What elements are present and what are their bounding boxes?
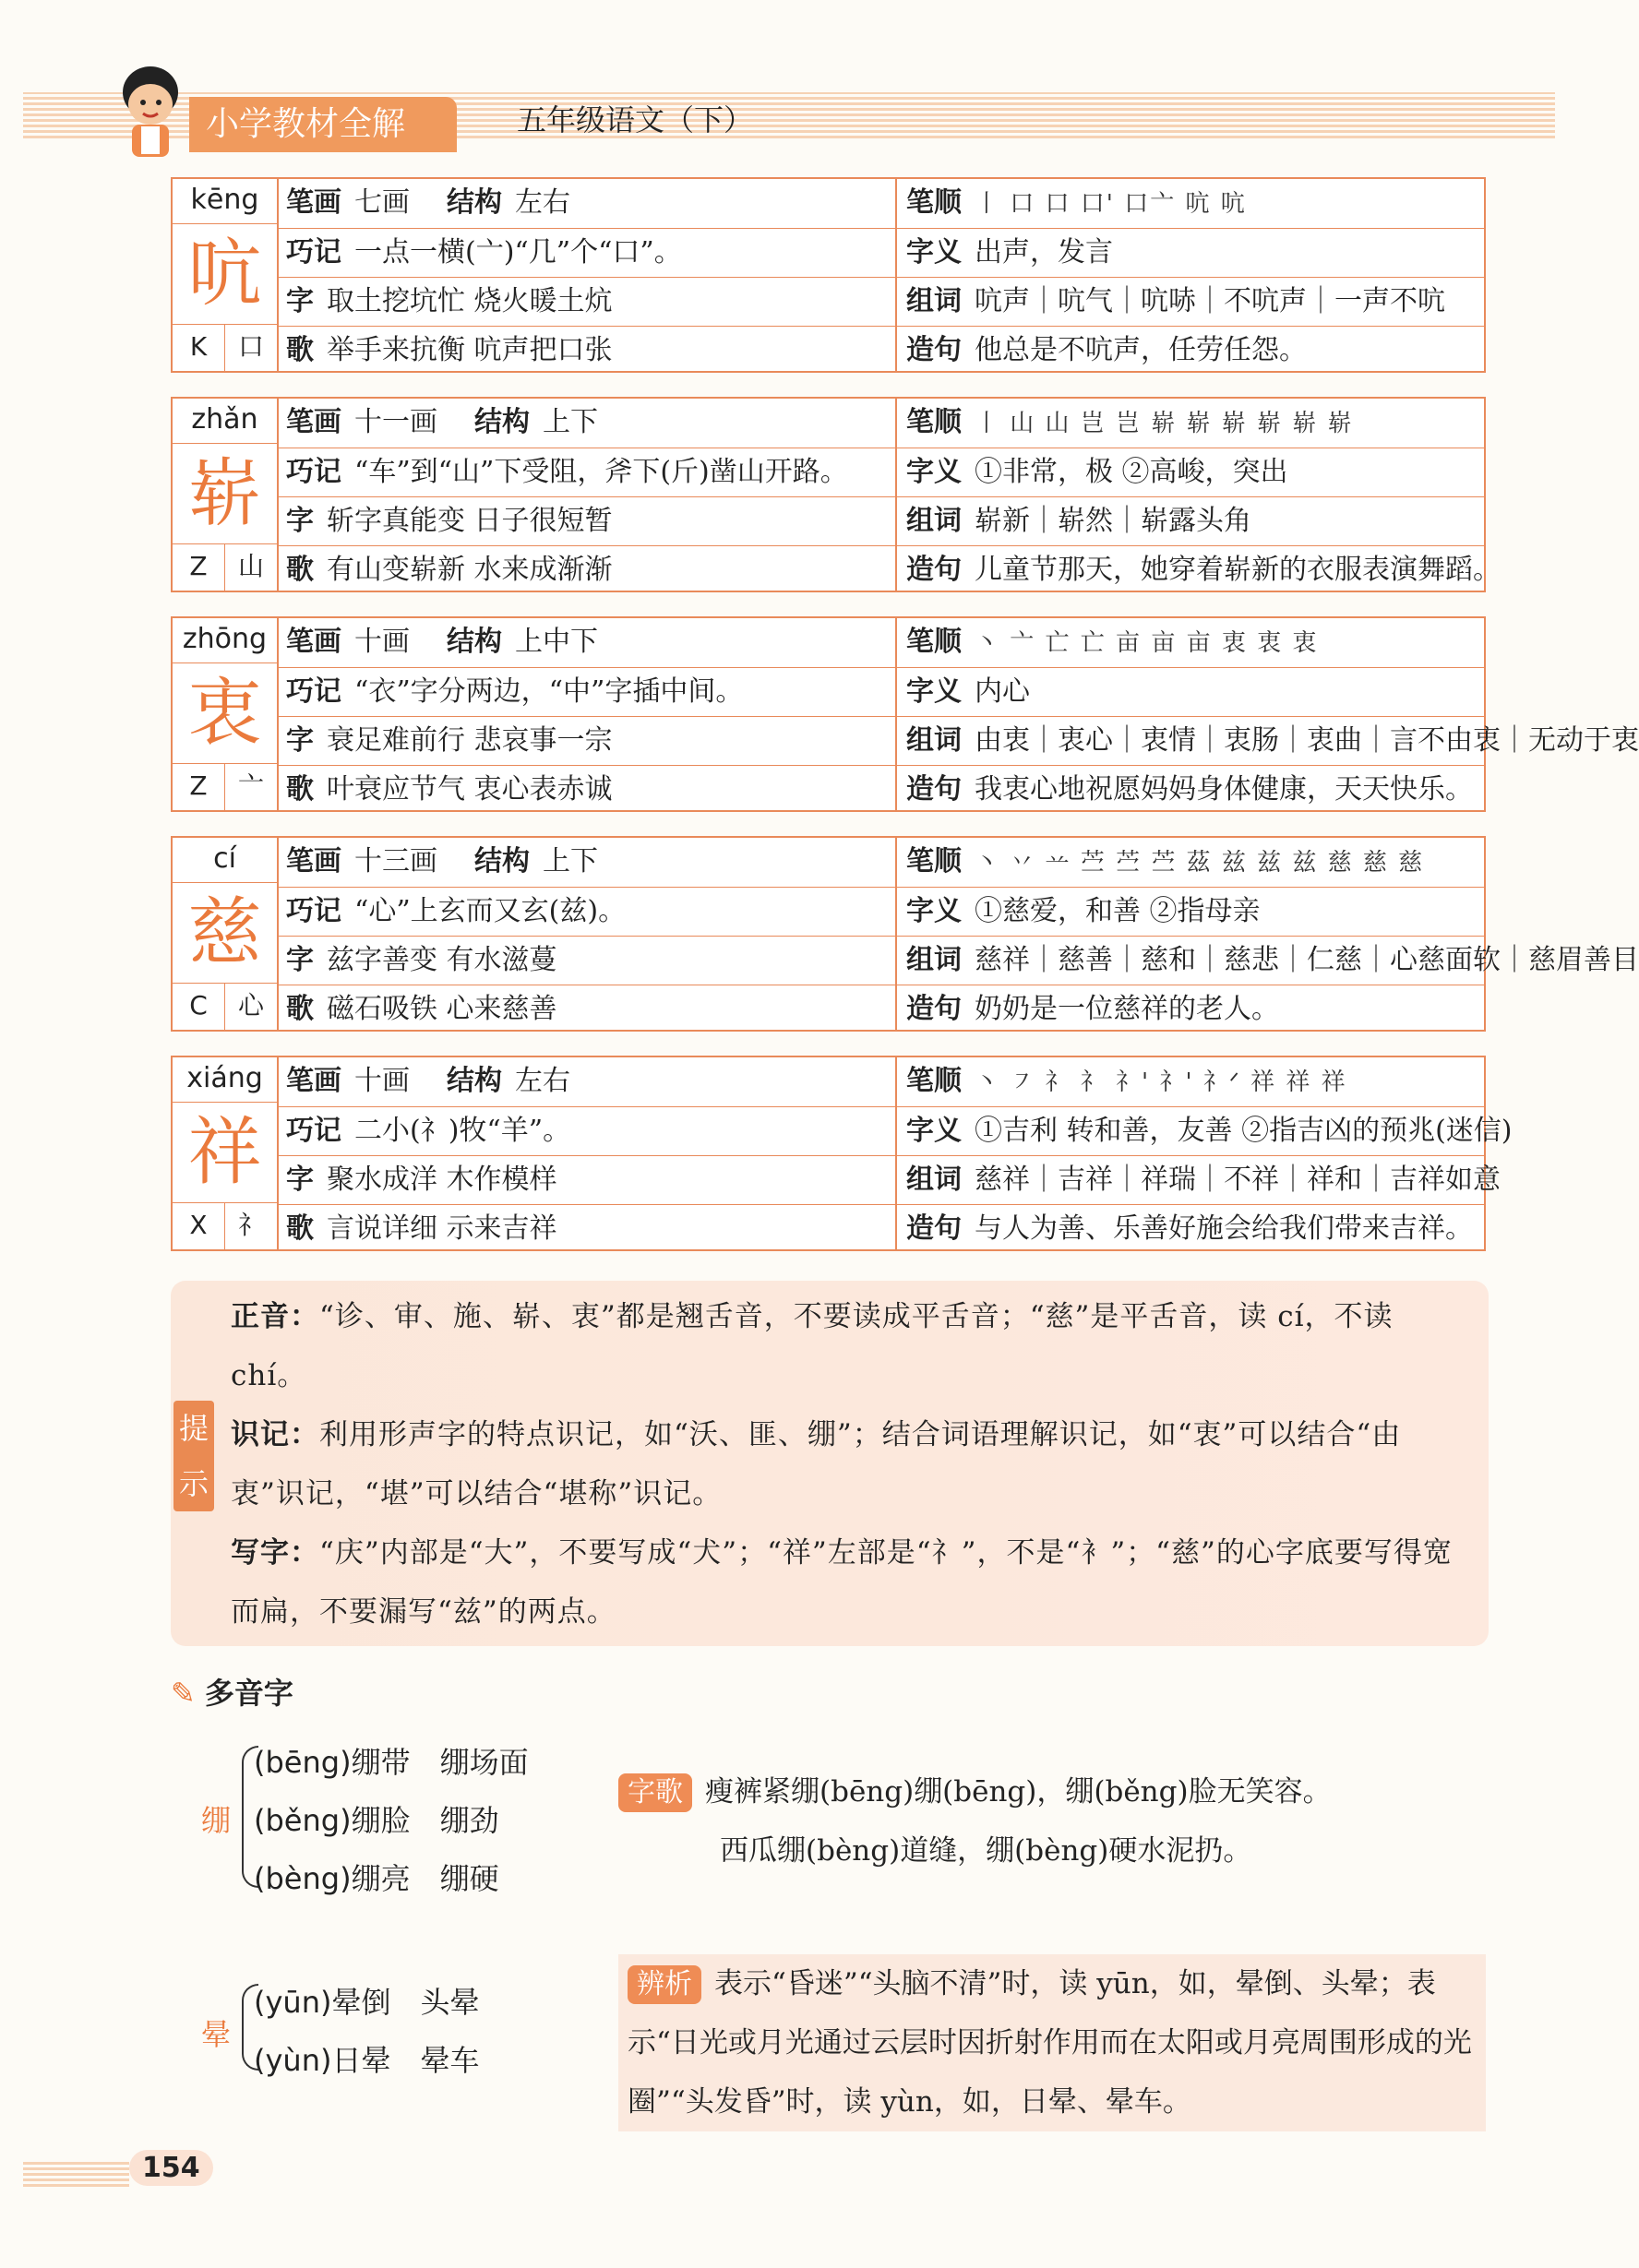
- words-text: 吭声｜吭气｜吭哧｜不吭声｜一声不吭: [975, 285, 1445, 317]
- words-text: 崭新｜崭然｜崭露头角: [975, 505, 1251, 537]
- subject-title: 五年级语文（下）: [517, 102, 754, 137]
- initial-letter: C: [189, 990, 208, 1021]
- song-line-2: 言说详细 示来吉祥: [327, 1212, 557, 1245]
- character-card-2: [171, 616, 1639, 812]
- words-label: 组词: [906, 1164, 962, 1196]
- character-card-0: [171, 177, 1486, 373]
- tip-xiezi: [231, 1523, 1467, 1641]
- yun-analysis: [618, 1954, 1486, 2131]
- char-column: [173, 838, 279, 1030]
- words-label: 组词: [906, 944, 962, 976]
- index-row: [173, 1202, 277, 1249]
- meaning-label: 字义: [906, 895, 962, 927]
- sentence-text: 奶奶是一位慈祥的老人。: [975, 993, 1279, 1025]
- meaning-text: 出声，发言: [975, 236, 1113, 269]
- char-column: [173, 179, 279, 371]
- structure-value: 上中下: [515, 626, 598, 658]
- song-line-1: 取土挖坑忙 烧火暖土炕: [327, 285, 613, 317]
- info-column: [277, 1057, 897, 1249]
- radical: 心: [224, 984, 277, 1030]
- big-character: 慈: [187, 889, 262, 975]
- sentence-label: 造句: [906, 1212, 962, 1245]
- words-label: 组词: [906, 285, 962, 317]
- beng-reading-2: (běng)绷脸 绷劲: [254, 1803, 499, 1838]
- stroke-order: 丨 山 山 岂 岂 崭 崭 崭 崭 崭 崭: [975, 410, 1354, 437]
- big-character: 崭: [187, 450, 262, 536]
- shiji-text: 利用形声字的特点识记，如“沃、匪、绷”；结合词语理解识记，如“衷”可以结合“由衷”识记，“堪”可以结合“堪称”识记。: [231, 1418, 1402, 1510]
- song-label-1: 字: [286, 724, 314, 757]
- words-label: 组词: [906, 505, 962, 537]
- beng-reading-3: (bèng)绷亮 绷硬: [254, 1861, 499, 1896]
- song-label-2: 歌: [286, 993, 314, 1025]
- pinyin: zhǎn: [173, 399, 277, 444]
- stroke-order-label: 笔顺: [906, 1065, 962, 1097]
- structure-value: 上下: [543, 845, 598, 877]
- stroke-order-label: 笔顺: [906, 845, 962, 877]
- meaning-label: 字义: [906, 456, 962, 488]
- song-label-1: 字: [286, 505, 314, 537]
- usage-column: [897, 399, 1501, 591]
- memo-text: “车”到“山”下受阻，斧下(斤)凿山开路。: [354, 456, 848, 488]
- structure-label: 结构: [447, 1065, 502, 1097]
- stroke-order: 丶 亠 亡 亡 亩 亩 亩 衷 衷 衷: [975, 629, 1319, 657]
- sentence-text: 他总是不吭声，任劳任怨。: [975, 334, 1307, 366]
- meaning-text: ①吉利 转和善，友善 ②指吉凶的预兆(迷信): [975, 1115, 1513, 1147]
- structure-label: 结构: [447, 186, 502, 219]
- tip-shiji: [231, 1405, 1467, 1523]
- pinyin: zhōng: [173, 618, 277, 663]
- bianxi-label: 辨析: [628, 1965, 701, 2004]
- xiezi-text: “庆”内部是“大”，不要写成“犬”；“祥”左部是“礻”，不是“衤”；“慈”的心字底要写得宽而扁，不要漏写“兹”的两点。: [231, 1536, 1453, 1629]
- structure-value: 左右: [515, 186, 570, 219]
- meaning-label: 字义: [906, 1115, 962, 1147]
- pinyin: xiáng: [173, 1057, 277, 1103]
- sentence-label: 造句: [906, 554, 962, 586]
- initial-letter: Z: [189, 551, 208, 581]
- strokes-value: 七画: [354, 186, 410, 219]
- memo-text: 一点一横(亠)“几”个“口”。: [354, 236, 682, 269]
- meaning-text: ①非常，极 ②高峻，突出: [975, 456, 1288, 488]
- info-column: [277, 179, 897, 371]
- song-label-1: 字: [286, 285, 314, 317]
- radical: 山: [224, 544, 277, 591]
- tip-zhengyin: [231, 1287, 1467, 1405]
- song-line-1: 斩字真能变 日子很短暂: [327, 505, 613, 537]
- usage-column: [897, 1057, 1513, 1249]
- memo-label: 巧记: [286, 1115, 341, 1147]
- beng-song-line-2: 西瓜绷(bèng)道缝，绷(bèng)硬水泥扔。: [720, 1834, 1252, 1868]
- structure-value: 左右: [515, 1065, 570, 1097]
- sentence-label: 造句: [906, 773, 962, 806]
- strokes-label: 笔画: [286, 1065, 341, 1097]
- strokes-label: 笔画: [286, 406, 341, 438]
- radical: 口: [224, 325, 277, 371]
- tips-tag: 提示: [173, 1401, 214, 1511]
- book-title-tab: 小学教材全解: [189, 97, 457, 152]
- meaning-label: 字义: [906, 236, 962, 269]
- character-card-4: [171, 1056, 1513, 1251]
- stroke-order-label: 笔顺: [906, 626, 962, 658]
- structure-label: 结构: [474, 845, 530, 877]
- zige-label: 字歌: [618, 1773, 692, 1812]
- meaning-text: 内心: [975, 675, 1030, 708]
- polyphonic-section-title: ✎ 多音字: [171, 1676, 293, 1711]
- initial-letter: Z: [189, 770, 208, 801]
- beng-reading-1: (bēng)绷带 绷场面: [254, 1745, 529, 1780]
- char-column: [173, 1057, 279, 1249]
- beng-song-line-1: [618, 1762, 1486, 1821]
- strokes-value: 十一画: [354, 406, 437, 438]
- shiji-label: 识记：: [231, 1418, 319, 1451]
- zhengyin-label: 正音：: [231, 1300, 319, 1333]
- info-column: [277, 838, 897, 1030]
- page-header: [0, 0, 1575, 161]
- words-text: 慈祥｜慈善｜慈和｜慈悲｜仁慈｜心慈面软｜慈眉善目: [975, 944, 1639, 976]
- beng-song-text-1: 瘦裤紧绷(bēng)绷(bēng)，绷(běng)脸无笑容。: [705, 1775, 1332, 1808]
- memo-label: 巧记: [286, 675, 341, 708]
- song-label-2: 歌: [286, 773, 314, 806]
- strokes-label: 笔画: [286, 186, 341, 219]
- song-label-2: 歌: [286, 334, 314, 366]
- song-line-2: 叶衰应节气 衷心表赤诚: [327, 773, 613, 806]
- words-text: 由衷｜衷心｜衷情｜衷肠｜衷曲｜言不由衷｜无动于衷: [975, 724, 1639, 757]
- footer-stripe: [23, 2159, 129, 2187]
- song-line-1: 兹字善变 有水滋蔓: [327, 944, 557, 976]
- strokes-value: 十三画: [354, 845, 437, 877]
- stroke-order: 丶 ㇇ 礻 礻 礻' 礻' 礻ᐟ 祥 祥 祥: [975, 1068, 1347, 1096]
- stroke-order-label: 笔顺: [906, 186, 962, 219]
- memo-text: “心”上玄而又玄(兹)。: [354, 895, 627, 927]
- yun-character: 晕: [201, 2017, 232, 2052]
- index-row: [173, 543, 277, 591]
- song-label-1: 字: [286, 944, 314, 976]
- index-row: [173, 324, 277, 371]
- yun-reading-1: (yūn)晕倒 头晕: [254, 1985, 480, 2020]
- info-column: [277, 399, 897, 591]
- sentence-text: 我衷心地祝愿妈妈身体健康，天天快乐。: [975, 773, 1473, 806]
- strokes-label: 笔画: [286, 845, 341, 877]
- song-line-2: 举手来抗衡 吭声把口张: [327, 334, 613, 366]
- meaning-label: 字义: [906, 675, 962, 708]
- page-number: 154: [129, 2150, 213, 2186]
- usage-column: [897, 618, 1639, 810]
- song-label-1: 字: [286, 1164, 314, 1196]
- stroke-order: 丨 口 口 口' 口亠 吭 吭: [975, 190, 1247, 218]
- song-line-2: 有山变崭新 水来成渐渐: [327, 554, 613, 586]
- sentence-label: 造句: [906, 993, 962, 1025]
- usage-column: [897, 179, 1484, 371]
- yun-analysis-text: 表示“昏迷”“头脑不清”时，读 yūn，如，晕倒、头晕；表示“日光或月光通过云层时因折射作用而在太阳或月亮周围形成的光圈”“头发昏”时，读 yùn，如，日晕、晕车。: [628, 1967, 1472, 2119]
- strokes-value: 十画: [354, 1065, 410, 1097]
- song-line-1: 衰足难前行 悲哀事一宗: [327, 724, 613, 757]
- stroke-order-label: 笔顺: [906, 406, 962, 438]
- song-line-2: 磁石吸铁 心来慈善: [327, 993, 557, 1025]
- zhengyin-text: “诊、审、施、崭、衷”都是翘舌音，不要读成平舌音；“慈”是平舌音，读 cí，不读 chí。: [231, 1300, 1394, 1392]
- words-label: 组词: [906, 724, 962, 757]
- song-line-1: 聚水成洋 木作模样: [327, 1164, 557, 1196]
- structure-label: 结构: [447, 626, 502, 658]
- index-row: [173, 983, 277, 1030]
- character-card-3: [171, 836, 1639, 1032]
- big-character: 吭: [187, 231, 262, 316]
- memo-label: 巧记: [286, 895, 341, 927]
- sentence-text: 儿童节那天，她穿着崭新的衣服表演舞蹈。: [975, 554, 1501, 586]
- char-column: [173, 399, 279, 591]
- xiezi-label: 写字：: [231, 1536, 319, 1570]
- character-card-1: [171, 397, 1501, 592]
- yun-reading-2: (yùn)日晕 晕车: [254, 2043, 480, 2078]
- index-row: [173, 763, 277, 810]
- meaning-text: ①慈爱，和善 ②指母亲: [975, 895, 1261, 927]
- usage-column: [897, 838, 1639, 1030]
- memo-label: 巧记: [286, 236, 341, 269]
- memo-text: “衣”字分两边，“中”字插中间。: [354, 675, 744, 708]
- radical: 礻: [224, 1203, 277, 1249]
- song-label-2: 歌: [286, 554, 314, 586]
- big-character: 祥: [187, 1109, 262, 1195]
- sentence-label: 造句: [906, 334, 962, 366]
- memo-label: 巧记: [286, 456, 341, 488]
- radical: 亠: [224, 764, 277, 810]
- strokes-value: 十画: [354, 626, 410, 658]
- stroke-order: 丶 丷 䒑 苎 苎 苎 茲 兹 兹 兹 慈 慈 慈: [975, 849, 1425, 877]
- info-column: [277, 618, 897, 810]
- pinyin: cí: [173, 838, 277, 883]
- pinyin: kēng: [173, 179, 277, 224]
- initial-letter: X: [189, 1210, 208, 1240]
- beng-character: 绷: [201, 1803, 232, 1838]
- structure-value: 上下: [543, 406, 598, 438]
- song-label-2: 歌: [286, 1212, 314, 1245]
- strokes-label: 笔画: [286, 626, 341, 658]
- structure-label: 结构: [474, 406, 530, 438]
- words-text: 慈祥｜吉祥｜祥瑞｜不祥｜祥和｜吉祥如意: [975, 1164, 1501, 1196]
- char-column: [173, 618, 279, 810]
- sentence-text: 与人为善、乐善好施会给我们带来吉祥。: [975, 1212, 1473, 1245]
- initial-letter: K: [189, 331, 208, 362]
- mascot-icon: [106, 60, 194, 161]
- pencil-icon: ✎: [171, 1676, 196, 1711]
- memo-text: 二小(礻)牧“羊”。: [354, 1115, 571, 1147]
- big-character: 衷: [187, 670, 262, 756]
